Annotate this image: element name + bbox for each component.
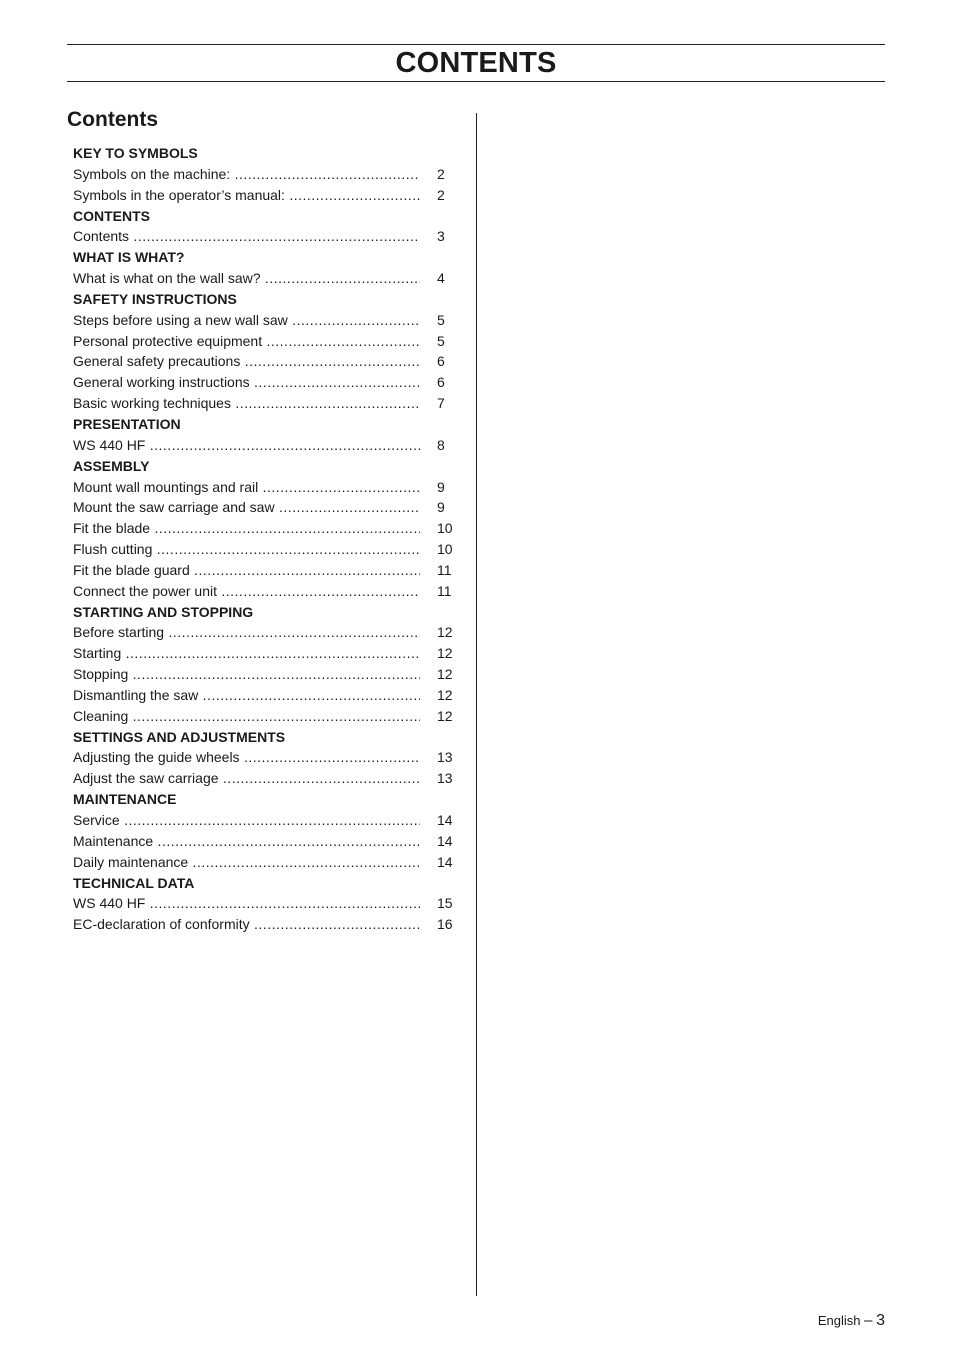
- toc-entry-leader: [73, 497, 420, 518]
- toc-group-title: ASSEMBLY: [73, 457, 150, 474]
- toc-entry: [73, 747, 458, 768]
- toc-entry-page: 12: [437, 686, 453, 703]
- toc-entry: [73, 268, 458, 289]
- section-heading: Contents: [67, 108, 158, 131]
- toc-entry-leader: [73, 310, 420, 331]
- toc-entry-leader: [73, 351, 420, 372]
- toc-entry-page: 10: [437, 541, 453, 558]
- toc-group-title: STARTING AND STOPPING: [73, 603, 254, 620]
- page-title: CONTENTS: [395, 47, 557, 79]
- toc-entry-page: 12: [437, 645, 453, 662]
- toc-entry-leader: [73, 852, 420, 873]
- toc-entry-label: Adjusting the guide wheels: [73, 749, 240, 766]
- column-divider: [476, 113, 477, 1296]
- toc-entry-page: 6: [437, 374, 445, 391]
- toc-entry: [73, 497, 458, 518]
- header-rule-bottom: [67, 81, 885, 82]
- toc-entry-leader: [73, 768, 420, 789]
- toc-entry: [73, 393, 458, 414]
- toc-entry-leader: [73, 831, 420, 852]
- toc-entry-label: Starting: [73, 645, 122, 662]
- toc-entry-page: 13: [437, 770, 453, 787]
- toc-entry: [73, 893, 458, 914]
- toc-entry-label: WS 440 HF: [73, 895, 146, 912]
- toc-group-title: PRESENTATION: [73, 415, 181, 432]
- toc-entry-label: Fit the blade: [73, 520, 151, 537]
- toc-entry-leader: [73, 747, 420, 768]
- toc-group: [73, 247, 458, 289]
- toc-entry-page: 3: [437, 228, 445, 245]
- toc-entry-page: 14: [437, 812, 453, 828]
- toc-entry-label: Symbols on the machine:: [73, 165, 231, 182]
- toc-entry-leader: [73, 893, 420, 914]
- toc-entry-label: What is what on the wall saw?: [73, 270, 261, 287]
- toc-entry-page: 6: [437, 353, 445, 370]
- toc-group: [73, 414, 458, 456]
- toc-entry-label: Personal protective equipment: [73, 332, 263, 349]
- toc-group-title: WHAT IS WHAT?: [73, 249, 185, 266]
- toc-entry-label: Symbols in the operator’s manual:: [73, 186, 285, 203]
- toc-entry-page: 9: [437, 499, 445, 516]
- page-footer: [818, 1311, 885, 1331]
- toc-entry-page: 12: [437, 707, 453, 724]
- toc-entry: [73, 185, 458, 206]
- toc-entry-leader: [73, 268, 420, 289]
- toc-entry: [73, 226, 458, 247]
- footer-language: English: [817, 1313, 861, 1328]
- toc-entry: [73, 622, 458, 643]
- toc-entry-label: Fit the blade guard: [73, 561, 190, 578]
- toc-group-title: TECHNICAL DATA: [73, 874, 195, 891]
- toc-group-title: SAFETY INSTRUCTIONS: [73, 290, 237, 307]
- toc-entry-label: Mount wall mountings and rail: [73, 478, 259, 495]
- toc-entry: [73, 706, 458, 727]
- toc-entry: [73, 351, 458, 372]
- toc-entry: [73, 664, 458, 685]
- toc-group-title: MAINTENANCE: [73, 791, 177, 808]
- toc-entry-leader: [73, 664, 420, 685]
- toc-entry-label: Daily maintenance: [73, 853, 189, 870]
- toc-entry-page: 12: [437, 666, 453, 683]
- toc-group: [73, 727, 458, 790]
- toc-entry-page: 2: [437, 165, 445, 182]
- toc-group: [73, 873, 458, 936]
- toc-entry: [73, 539, 458, 560]
- toc-entry-leader: [73, 518, 420, 539]
- toc-entry-page: 7: [437, 395, 445, 412]
- toc-entry-page: 16: [437, 916, 453, 933]
- toc-entry: [73, 831, 458, 852]
- toc-entry-leader: [73, 622, 420, 643]
- toc-entry-label: Mount the saw carriage and saw: [73, 499, 275, 516]
- toc-entry-page: 10: [437, 520, 453, 537]
- toc-group: [73, 289, 458, 414]
- toc-group: [73, 143, 458, 206]
- toc-group: [73, 789, 458, 872]
- toc-entry-page: 9: [437, 478, 445, 495]
- toc-entry-leader: [73, 581, 420, 602]
- toc-entry: [73, 643, 458, 664]
- toc-entry-leader: [73, 226, 420, 247]
- toc-entry: [73, 372, 458, 393]
- toc-entry-label: Maintenance: [73, 832, 154, 849]
- toc-entry-label: Stopping: [73, 666, 129, 683]
- toc-entry-leader: [73, 914, 420, 935]
- toc-entry-leader: [73, 539, 420, 560]
- footer-dash: –: [864, 1312, 873, 1329]
- toc-entry: [73, 560, 458, 581]
- toc-entry-leader: [73, 185, 420, 206]
- toc-entry: [73, 810, 458, 831]
- toc-entry-page: 14: [437, 853, 453, 870]
- toc-entry-label: Steps before using a new wall saw: [73, 311, 288, 328]
- toc-entry-label: Connect the power unit: [73, 582, 217, 599]
- toc-entry-leader: [73, 685, 420, 706]
- toc-entry-label: Flush cutting: [73, 541, 153, 558]
- toc-entry-label: WS 440 HF: [73, 436, 146, 453]
- toc-entry-page: 5: [437, 332, 445, 349]
- toc-entry-label: Basic working techniques: [73, 395, 231, 412]
- toc-entry-leader: [73, 560, 420, 581]
- toc-entry: [73, 685, 458, 706]
- toc-entry-leader: [73, 706, 420, 727]
- toc-entry-leader: [73, 393, 420, 414]
- toc-group-title: SETTINGS AND ADJUSTMENTS: [73, 728, 286, 745]
- toc-entry-label: Before starting: [73, 624, 165, 641]
- toc-entry-page: 4: [437, 270, 445, 287]
- toc-entry-label: Dismantling the saw: [73, 686, 199, 703]
- table-of-contents: [73, 143, 458, 935]
- toc-group: [73, 602, 458, 727]
- toc-entry-page: 5: [437, 311, 445, 328]
- toc-entry-page: 11: [437, 582, 452, 599]
- footer-page-number: 3: [876, 1312, 885, 1329]
- toc-entry: [73, 164, 458, 185]
- toc-entry-page: 11: [437, 561, 452, 578]
- toc-entry-page: 14: [437, 832, 453, 849]
- toc-entry-leader: [73, 810, 420, 831]
- toc-entry: [73, 852, 458, 873]
- toc-entry-label: General working instructions: [73, 374, 250, 391]
- toc-entry-leader: [73, 477, 420, 498]
- toc-entry-label: Cleaning: [73, 707, 129, 724]
- toc-entry: [73, 477, 458, 498]
- toc-entry-leader: [73, 643, 420, 664]
- toc-group: [73, 456, 458, 602]
- toc-entry-leader: [73, 331, 420, 352]
- toc-entry: [73, 310, 458, 331]
- toc-group-title: CONTENTS: [73, 207, 150, 224]
- toc-entry-page: 2: [437, 186, 445, 203]
- toc-entry: [73, 331, 458, 352]
- toc-entry-page: 12: [437, 624, 453, 641]
- toc-entry-leader: [73, 164, 420, 185]
- toc-group: [73, 206, 458, 248]
- toc-entry-label: Adjust the saw carriage: [73, 770, 219, 787]
- toc-entry-label: Service: [73, 812, 120, 828]
- toc-entry-page: 15: [437, 895, 453, 912]
- toc-entry: [73, 768, 458, 789]
- toc-entry: [73, 581, 458, 602]
- toc-entry: [73, 435, 458, 456]
- toc-entry-leader: [73, 372, 420, 393]
- toc-group-title: KEY TO SYMBOLS: [73, 145, 198, 161]
- toc-entry-label: General safety precautions: [73, 353, 241, 370]
- toc-entry: [73, 518, 458, 539]
- toc-entry-page: 13: [437, 749, 453, 766]
- toc-entry-label: EC-declaration of conformity: [73, 916, 250, 933]
- toc-entry: [73, 914, 458, 935]
- toc-entry-page: 8: [437, 436, 445, 453]
- toc-entry-leader: [73, 435, 420, 456]
- toc-entry-label: Contents: [73, 228, 130, 245]
